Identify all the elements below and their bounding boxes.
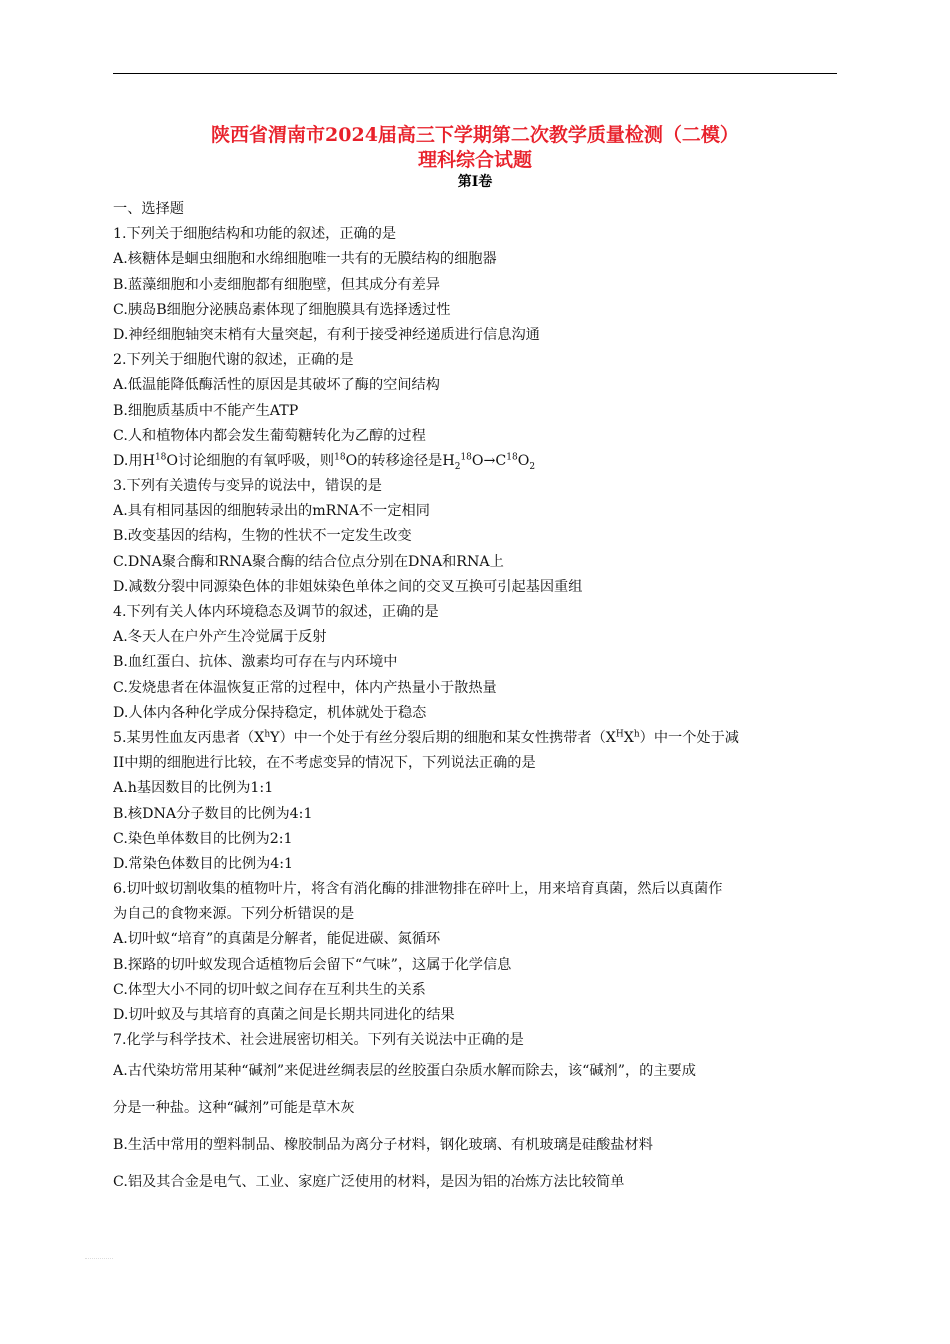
question-5-option-d: D.常染色体数目的比例为4:1	[113, 855, 294, 872]
question-2-option-c: C.人和植物体内都会发生葡萄糖转化为乙醇的过程	[113, 427, 426, 444]
question-2-stem: 2.下列关于细胞代谢的叙述，正确的是	[113, 352, 354, 369]
q2d-sup-4: 18	[506, 452, 518, 463]
q2d-sup-3: 18	[460, 452, 472, 463]
question-6-option-a: A.切叶蚁“培育”的真菌是分解者，能促进碳、氮循环	[113, 931, 441, 948]
exam-subtitle: 理科综合试题	[417, 149, 532, 171]
question-5-stem-line2: II中期的细胞进行比较，在不考虑变异的情况下，下列说法正确的是	[113, 755, 536, 772]
q2d-text-4: O→C	[471, 452, 507, 469]
q5-text-3: X	[623, 729, 634, 746]
question-2-option-b: B.细胞质基质中不能产生ATP	[113, 402, 299, 419]
question-1-option-b: B.蓝藻细胞和小麦细胞都有细胞壁，但其成分有差异	[113, 276, 441, 293]
question-body	[113, 197, 837, 1201]
question-3-option-c: C.DNA聚合酶和RNA聚合酶的结合位点分别在DNA和RNA上	[113, 553, 504, 570]
q5-sup-3: h	[633, 729, 640, 740]
q2d-sup-2: 18	[334, 452, 346, 463]
section-heading: 一、选择题	[113, 201, 184, 217]
question-5-option-a: A.h基因数目的比例为1:1	[113, 780, 274, 797]
question-5-option-c: C.染色单体数目的比例为2:1	[113, 830, 293, 847]
q5-text-1: 5.某男性血友丙患者（X	[113, 729, 265, 746]
q2d-sub-1: 2	[454, 461, 461, 472]
question-3-option-d: D.减数分裂中同源染色体的非姐妹染色单体之间的交叉互换可引起基因重组	[113, 578, 583, 595]
q2d-text-5: O	[517, 452, 530, 469]
question-6-option-b: B.探路的切叶蚁发现合适植物后会留下“气味”，这属于化学信息	[113, 956, 512, 973]
q5-text-4: ）中一个处于减	[639, 729, 739, 746]
question-4-option-b: B.血红蛋白、抗体、激素均可存在与内环境中	[113, 654, 398, 671]
question-6-stem-line2: 为自己的食物来源。下列分析错误的是	[113, 906, 355, 923]
question-7-option-a-line1: A.古代染坊常用某种“碱剂”来促进丝绸表层的丝胶蛋白杂质水解而除去，该“碱剂”，的主要成	[113, 1063, 696, 1080]
question-3-option-b: B.改变基因的结构，生物的性状不一定发生改变	[113, 528, 412, 545]
question-7-option-c: C.铝及其合金是电气、工业、家庭广泛使用的材料，是因为铝的冶炼方法比较简单	[113, 1174, 625, 1191]
question-4-stem: 4.下列有关人体内环境稳态及调节的叙述，正确的是	[113, 604, 439, 620]
question-7-stem: 7.化学与科学技术、社会进展密切相关。下列有关说法中正确的是	[113, 1032, 524, 1049]
q5-sup-2: H	[615, 729, 624, 740]
page-corner-mark	[85, 1258, 113, 1259]
question-2-option-a: A.低温能降低酶活性的原因是其破坏了酶的空间结构	[113, 377, 440, 394]
question-1-option-c: C.胰岛B细胞分泌胰岛素体现了细胞膜具有选择透过性	[113, 301, 451, 318]
question-4-option-d: D.人体内各种化学成分保持稳定，机体就处于稳态	[113, 704, 427, 721]
header-rule	[113, 73, 837, 74]
question-7-option-b: B.生活中常用的塑料制品、橡胶制品为离分子材料，钢化玻璃、有机玻璃是硅酸盐材料	[113, 1137, 653, 1154]
question-3-option-a: A.具有相同基因的细胞转录出的mRNA不一定相同	[113, 503, 430, 520]
question-5-stem-line1	[113, 726, 837, 751]
question-7-option-a-line2: 分是一种盐。这种“碱剂”可能是草木灰	[113, 1100, 355, 1117]
question-4-option-a: A.冬天人在户外产生冷觉属于反射	[113, 629, 327, 646]
q2d-sub-2: 2	[529, 461, 536, 472]
q2d-text-1: D.用H	[113, 452, 155, 469]
question-6-option-c: C.体型大小不同的切叶蚁之间存在互利共生的关系	[113, 981, 426, 998]
question-4-option-c: C.发烧患者在体温恢复正常的过程中，体内产热量小于散热量	[113, 679, 497, 696]
question-6-option-d: D.切叶蚁及与其培育的真菌之间是长期共同进化的结果	[113, 1007, 455, 1023]
q5-text-2: Y）中一个处于有丝分裂后期的细胞和某女性携带者（X	[270, 729, 616, 746]
q2d-sup-1: 18	[154, 452, 167, 463]
q2d-text-2: O讨论细胞的有氧呼吸，则	[166, 452, 335, 469]
exam-title: 陕西省渭南市2024届高三下学期第二次教学质量检测（二模）	[211, 124, 739, 146]
volume-label: 第Ⅰ卷	[457, 174, 493, 190]
q2d-text-3: O的转移途径是H	[345, 452, 455, 469]
question-6-stem-line1: 6.切叶蚁切割收集的植物叶片，将含有消化酶的排泄物排在碎叶上，用来培育真菌，然后以真菌作	[113, 881, 723, 898]
question-2-option-d	[113, 449, 837, 474]
question-3-stem: 3.下列有关遗传与变异的说法中，错误的是	[113, 478, 382, 495]
question-5-option-b: B.核DNA分子数目的比例为4:1	[113, 805, 313, 822]
question-1-option-a: A.核糖体是蛔虫细胞和水绵细胞唯一共有的无膜结构的细胞器	[113, 251, 497, 268]
question-1-stem: 1.下列关于细胞结构和功能的叙述，正确的是	[113, 226, 397, 243]
question-1-option-d: D.神经细胞轴突末梢有大量突起，有利于接受神经递质进行信息沟通	[113, 326, 540, 343]
q5-sup-1: h	[264, 729, 271, 740]
